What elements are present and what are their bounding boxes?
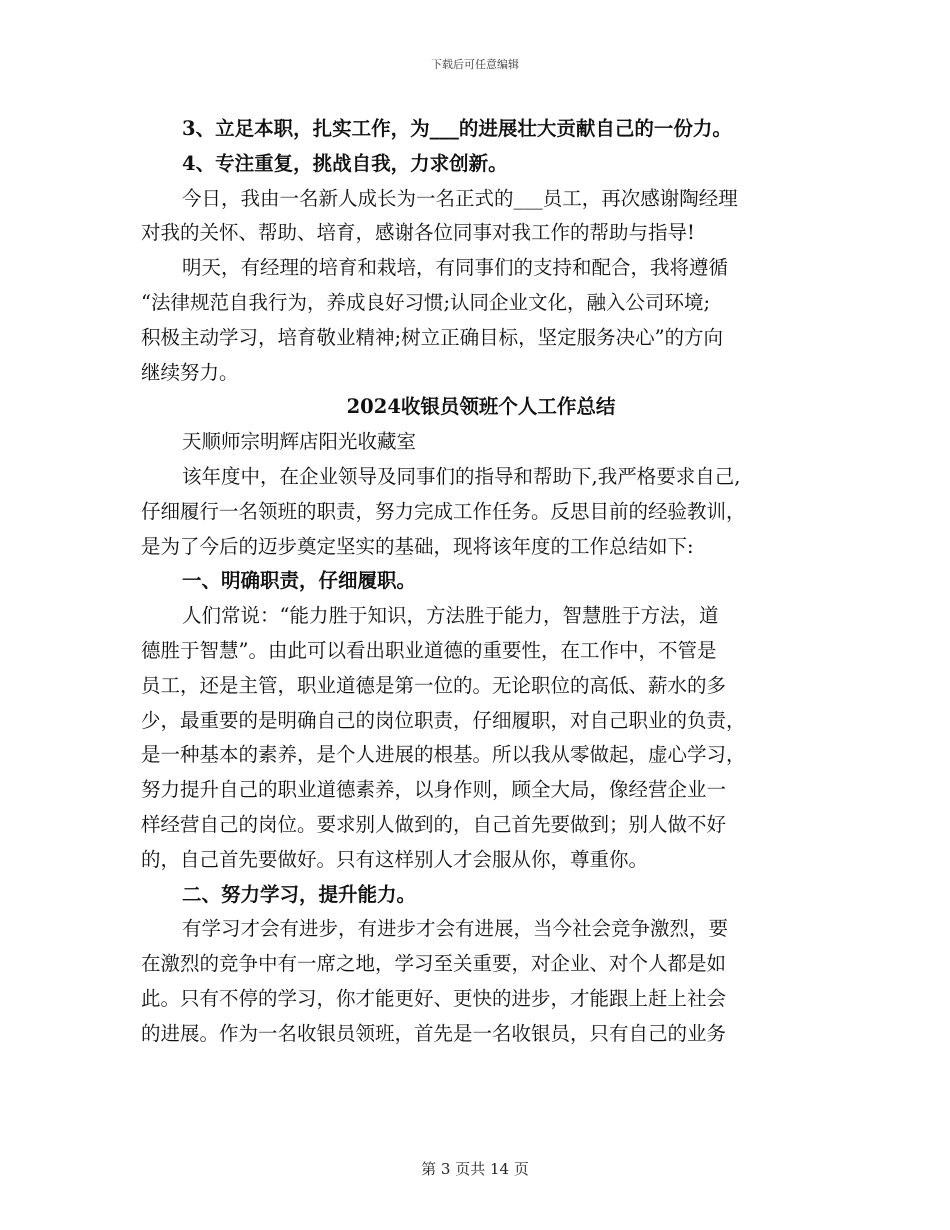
text-line: 德胜于智慧”。由此可以看出职业道德的重要性，在工作中，不管是 xyxy=(141,638,717,662)
heading-line: 一、明确职责，仔细履职。 xyxy=(182,569,417,593)
text-line: 人们常说：“能力胜于知识，方法胜于能力，智慧胜于方法，道 xyxy=(182,604,719,628)
page-header: 下载后可任意编辑 xyxy=(431,58,519,71)
text-line: 此。只有不停的学习，你才能更好、更快的进步，才能跟上赶上社会 xyxy=(141,986,727,1010)
text-line: 努力提升自己的职业道德素养，以身作则，顾全大局，像经营企业一 xyxy=(141,778,727,802)
text-line: 仔细履行一名领班的职责，努力完成工作任务。反思目前的经验教训， xyxy=(141,499,746,523)
text-line: 是一种基本的素养，是个人进展的根基。所以我从零做起，虚心学习， xyxy=(141,743,746,767)
text-line: 该年度中，在企业领导及同事们的指导和帮助下,我严格要求自己, xyxy=(182,464,741,488)
text-line: 明天，有经理的培育和栽培，有同事们的支持和配合，我将遵循 xyxy=(182,256,729,280)
text-line: “法律规范自我行为，养成良好习惯;认同企业文化，融入公司环境; xyxy=(141,290,711,314)
text-line: 的，自己首先要做好。只有这样别人才会服从你，尊重你。 xyxy=(141,847,649,871)
text-line: 天顺师宗明辉店阳光收藏室 xyxy=(182,430,417,454)
text-line: 少，最重要的是明确自己的岗位职责，仔细履职，对自己职业的负责， xyxy=(141,708,746,732)
heading-line: 3、立足本职，扎实工作，为___的进展壮大贡献自己的一份力。 xyxy=(182,117,732,140)
text-line: 的进展。作为一名收银员领班，首先是一名收银员，只有自己的业务 xyxy=(141,1021,727,1045)
text-line: 今日，我由一名新人成长为一名正式的___员工，再次感谢陶经理 xyxy=(182,186,738,210)
section-title: 2024收银员领班个人工作总结 xyxy=(346,395,616,419)
text-line: 在激烈的竞争中有一席之地，学习至关重要，对企业、对个人都是如 xyxy=(141,952,727,976)
heading-line: 二、努力学习，提升能力。 xyxy=(182,882,417,906)
text-line: 样经营自己的岗位。要求别人做到的，自己首先要做到；别人做不好 xyxy=(141,812,727,836)
document-body xyxy=(141,112,821,1052)
page-footer: 第 3 页共 14 页 xyxy=(421,1160,529,1178)
text-line: 积极主动学习，培育敬业精神;树立正确目标，坚定服务决心”的方向 xyxy=(141,325,724,349)
heading-line: 4、专注重复，挑战自我，力求创新。 xyxy=(182,151,508,175)
text-line: 继续努力。 xyxy=(141,360,239,384)
text-line: 有学习才会有进步，有进步才会有进展，当今社会竞争激烈，要 xyxy=(182,917,729,941)
text-line: 员工，还是主管，职业道德是第一位的。无论职位的高低、薪水的多 xyxy=(141,673,727,697)
text-line: 是为了今后的迈步奠定坚实的基础，现将该年度的工作总结如下: xyxy=(141,534,694,558)
text-line: 对我的关怀、帮助、培育，感谢各位同事对我工作的帮助与指导! xyxy=(141,221,695,245)
